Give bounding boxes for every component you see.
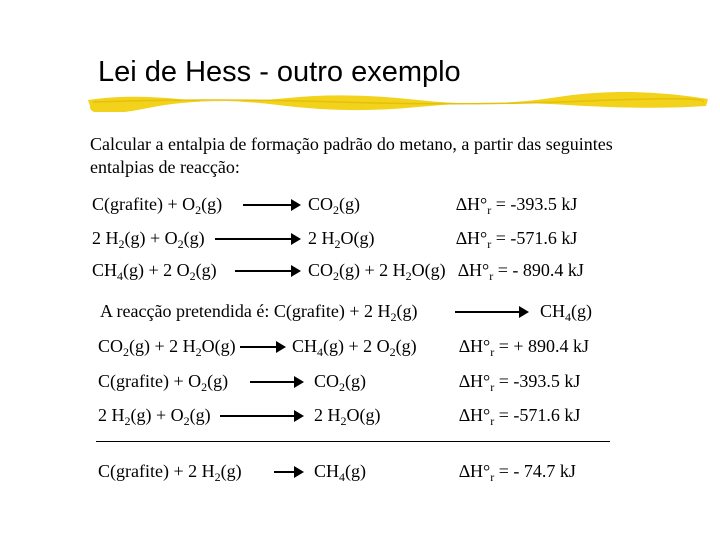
reaction-arrow: [220, 410, 304, 422]
step-2-reactants: C(grafite) + $O_2(g)$: [98, 371, 229, 394]
given-1-reactants: C(grafite) + $O_2(g)$: [92, 194, 223, 217]
reaction-arrow: [215, 233, 301, 245]
slide-title: Lei de Hess - outro exemplo: [98, 56, 461, 88]
target-reaction-reactants: A reacção pretendida é: C(grafite) + 2 $H_2(g)$: [100, 301, 418, 324]
sum-divider: [96, 441, 610, 442]
reaction-arrow: [235, 265, 301, 277]
given-1-products: $CO_2(g)$: [308, 194, 361, 217]
result-products: $CH_4(g)$: [314, 461, 367, 484]
given-2-enthalpy: $\Delta H^\circ_r = -571.6$ kJ: [456, 228, 578, 251]
step-3-products: 2 $H_2O(g)$: [314, 405, 381, 428]
step-3-reactants: 2 $H_2(g) + O_2(g)$: [98, 405, 211, 428]
reaction-arrow: [455, 306, 529, 318]
step-3-enthalpy: $\Delta H^\circ_r = -571.6$ kJ: [459, 405, 581, 428]
reaction-arrow: [243, 199, 301, 211]
step-2-products: $CO_2(g)$: [314, 371, 367, 394]
target-reaction-products: $CH_4(g)$: [540, 301, 593, 324]
step-1-products: $CH_4(g) + 2$ $O_2(g)$: [292, 336, 417, 359]
given-3-reactants: $CH_4(g) + 2$ $O_2(g)$: [92, 260, 217, 283]
step-2-enthalpy: $\Delta H^\circ_r = -393.5$ kJ: [459, 371, 581, 394]
result-reactants: C(grafite) + 2 $H_2(g)$: [98, 461, 242, 484]
given-2-reactants: 2 $H_2(g) + O_2(g)$: [92, 228, 205, 251]
given-1-enthalpy: $\Delta H^\circ_r = -393.5$ kJ: [456, 194, 578, 217]
reaction-arrow: [274, 466, 304, 478]
given-3-enthalpy: $\Delta H^\circ_r$ = - 890.4 kJ: [458, 260, 584, 283]
given-3-products: $CO_2(g) + 2$ $H_2O(g)$: [308, 260, 446, 283]
given-2-products: 2 $H_2O(g)$: [308, 228, 375, 251]
step-1-enthalpy: $\Delta H^\circ_r$ = + 890.4 kJ: [459, 336, 590, 359]
title-highlight-bar: [88, 92, 708, 112]
result-enthalpy: $\Delta H^\circ_r$ = - 74.7 kJ: [459, 461, 576, 484]
intro-text: Calcular a entalpia de formação padrão do metano, a partir das seguintes entalpias de reacção:: [90, 134, 613, 177]
reaction-arrow: [240, 341, 286, 353]
step-1-reactants: $CO_2(g) + 2$ $H_2O(g)$: [98, 336, 236, 359]
reaction-arrow: [250, 376, 304, 388]
